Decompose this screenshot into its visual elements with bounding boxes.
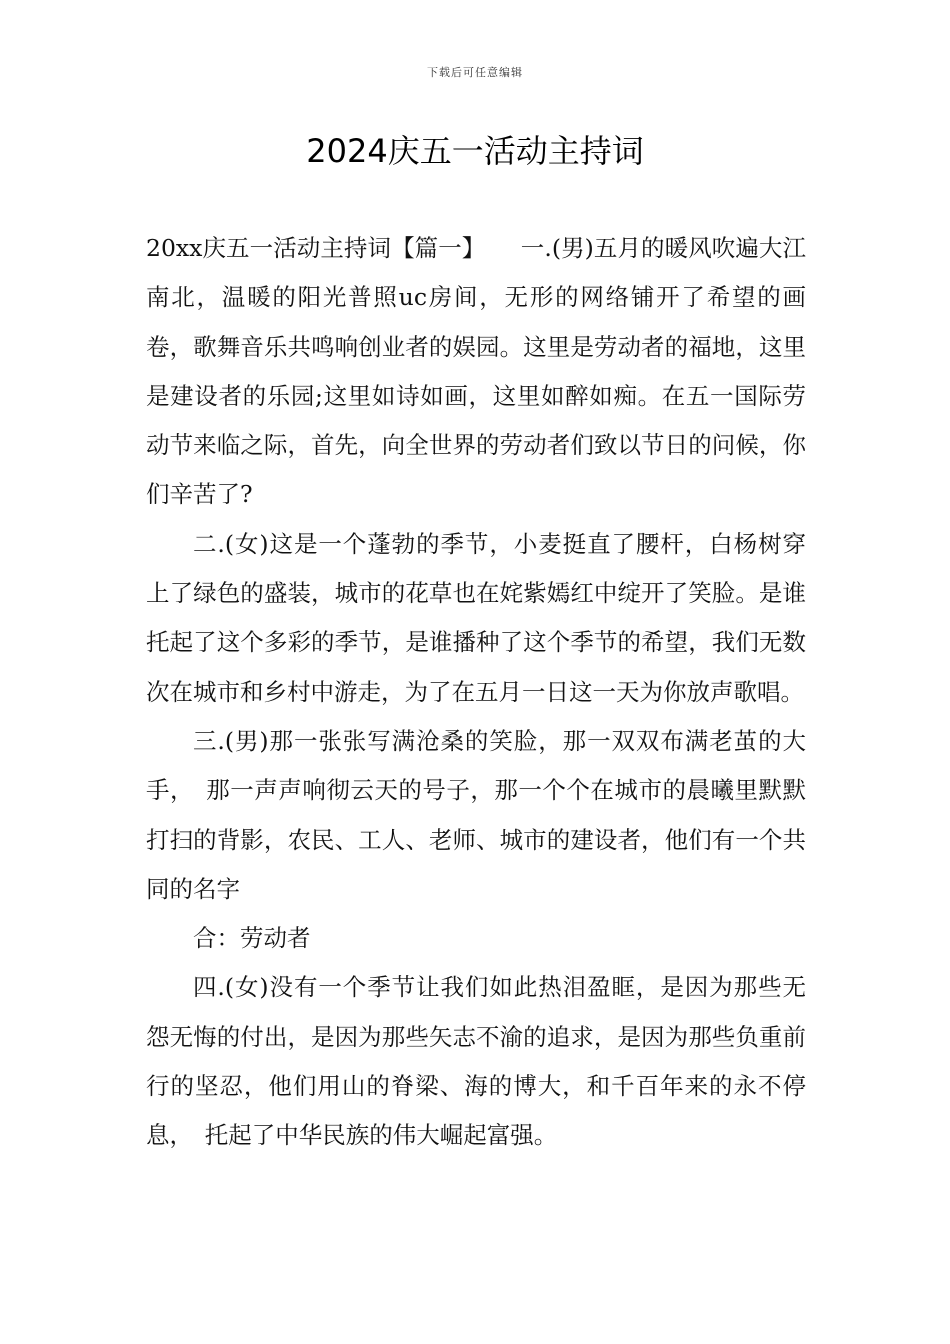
- header-note: 下载后可任意编辑: [427, 66, 523, 79]
- paragraph-3: 三.(男)那一张张写满沧桑的笑脸，那一双双布满老茧的大手， 那一声声响彻云天的号子，那一个个在城市的晨曦里默默打扫的背影，农民、工人、老师、城市的建设者，他们有一个共同的名字: [146, 726, 806, 903]
- paragraph-5: 四.(女)没有一个季节让我们如此热泪盈眶，是因为那些无怨无悔的付出，是因为那些矢志不渝的追求，是因为那些负重前行的坚忍，他们用山的脊梁、海的博大，和千百年来的永不停息， 托起了中华民族的伟大崛起富强。: [146, 973, 806, 1150]
- document-body: [146, 224, 806, 1161]
- paragraph-2: 二.(女)这是一个蓬勃的季节，小麦挺直了腰杆，白杨树穿上了绿色的盛装，城市的花草也在姹紫嫣红中绽开了笑脸。是谁托起了这个多彩的季节，是谁播种了这个季节的希望，我们无数次在城市和乡村中游走，为了在五月一日这一天为你放声歌唱。: [146, 529, 806, 706]
- paragraph-1: 20xx庆五一活动主持词【篇一】 一.(男)五月的暖风吹遍大江南北，温暖的阳光普照uc房间，无形的网络铺开了希望的画卷，歌舞音乐共鸣响创业者的娱园。这里是劳动者的福地，这里是建设者的乐园;这里如诗如画，这里如醉如痴。在五一国际劳动节来临之际，首先，向全世界的劳动者们致以节日的问候，你们辛苦了?: [146, 234, 806, 509]
- paragraph-4: 合：劳动者: [193, 924, 311, 953]
- document-title: 2024庆五一活动主持词: [306, 132, 644, 170]
